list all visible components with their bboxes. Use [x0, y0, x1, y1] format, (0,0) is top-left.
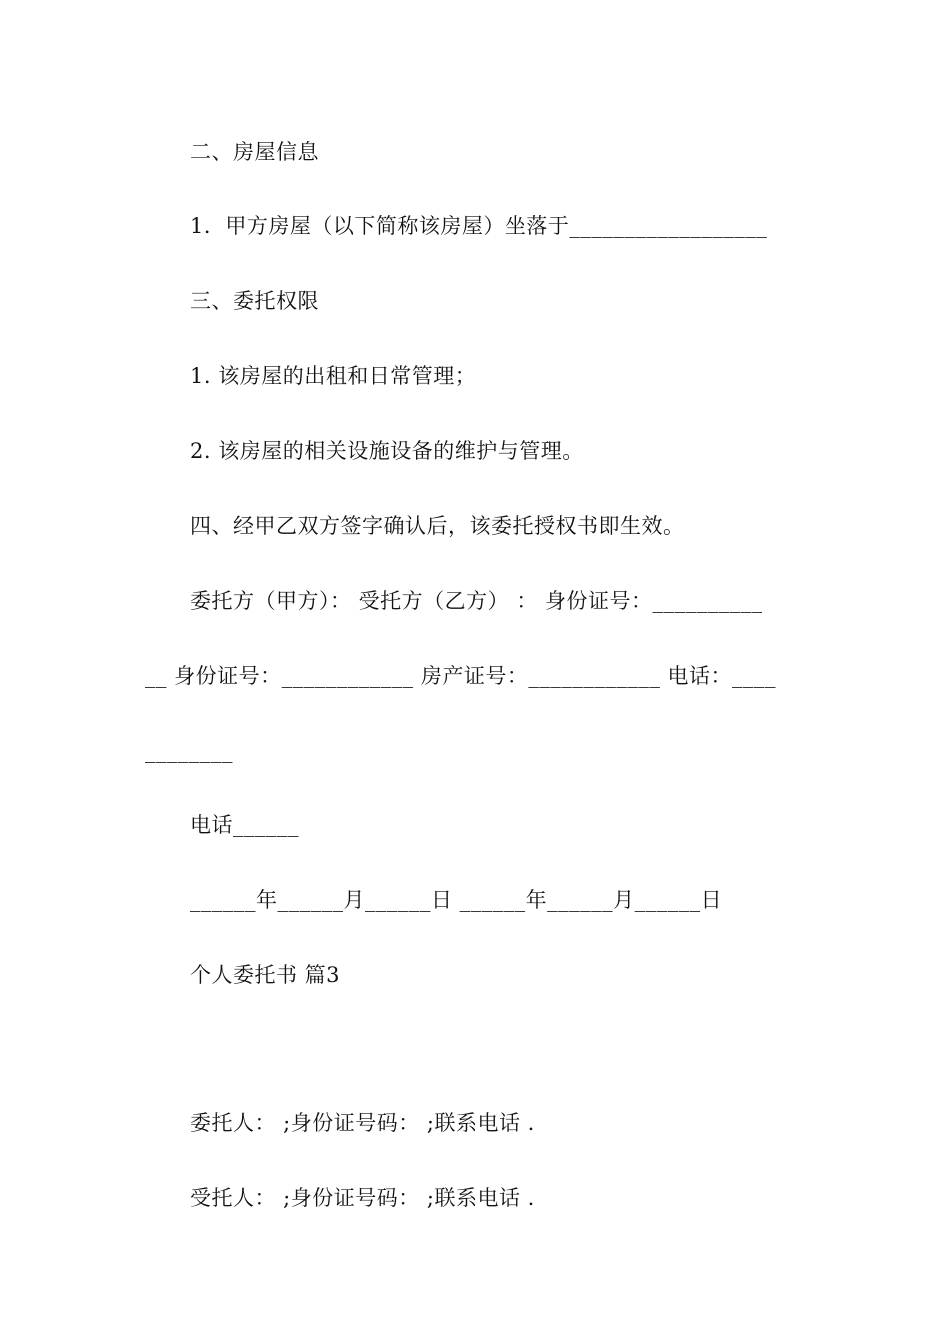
- phone-line: 电话______: [190, 813, 299, 837]
- agent-line: 受托人： ;身份证号码： ;联系电话 .: [190, 1186, 535, 1210]
- document-title-part3: 个人委托书 篇3: [190, 963, 341, 987]
- authority-item-2: 2. 该房屋的相关设施设备的维护与管理。: [190, 439, 584, 463]
- house-location-line: 1．甲方房屋（以下简称该房屋）坐落于__________________: [190, 214, 768, 238]
- section-heading-authority: 三、委托权限: [190, 289, 319, 313]
- section-heading-house-info: 二、房屋信息: [190, 140, 319, 164]
- principal-line: 委托人： ;身份证号码： ;联系电话 .: [190, 1111, 535, 1135]
- id-numbers-line: __ 身份证号：____________ 房产证号：____________ 电话：____: [145, 664, 777, 688]
- date-line: ______年______月______日 ______年______月______日: [190, 888, 723, 912]
- signature-parties-line: 委托方（甲方）： 受托方（乙方） ： 身份证号：__________: [190, 589, 763, 613]
- phone-continuation-line: ________: [145, 739, 233, 763]
- authority-item-1: 1. 该房屋的出租和日常管理；: [190, 364, 477, 388]
- section-effective-clause: 四、经甲乙双方签字确认后，该委托授权书即生效。: [190, 514, 685, 538]
